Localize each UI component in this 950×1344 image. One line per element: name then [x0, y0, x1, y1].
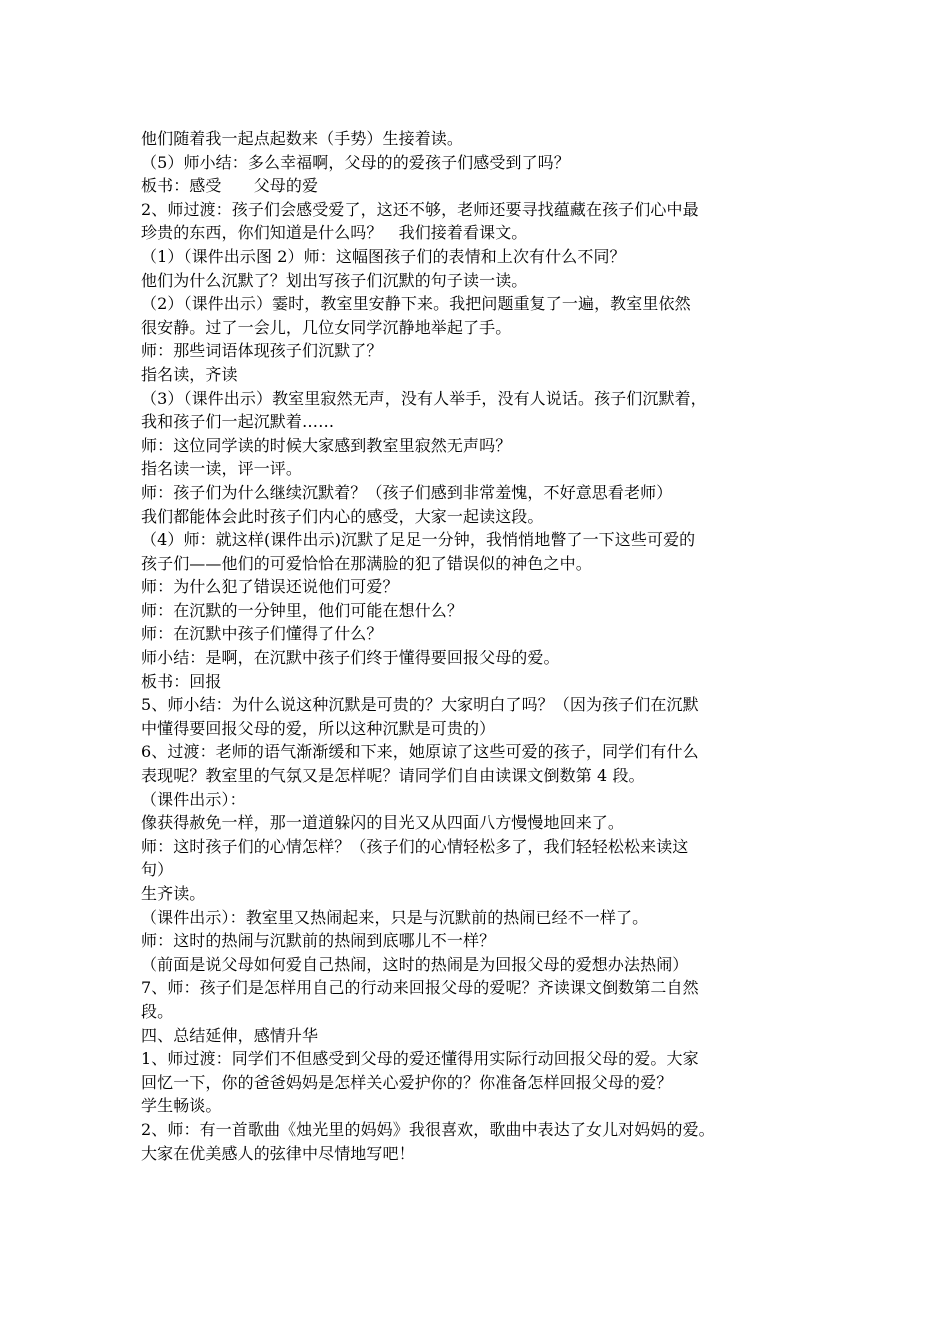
text-line: 生齐读。 — [141, 884, 206, 903]
text-line: 段。 — [141, 1001, 174, 1021]
text-line: 我和孩子们一起沉默着…… — [141, 412, 335, 432]
text-line: 师：那些词语体现孩子们沉默了？ — [141, 341, 383, 361]
text-line: 回忆一下，你的爸爸妈妈是怎样关心爱护你的？你准备怎样回报父母的爱？ — [141, 1072, 673, 1092]
text-line: 师：这位同学读的时候大家感到教室里寂然无声吗？ — [141, 435, 512, 455]
text-line: 2、师：有一首歌曲《烛光里的妈妈》我很喜欢，歌曲中表达了女儿对妈妈的爱。 — [141, 1119, 715, 1139]
text-line: 指名读，齐读 — [141, 364, 238, 384]
text-line: 板书：感受 父母的爱 — [141, 176, 319, 196]
text-line: 很安静。过了一会儿，几位女同学沉静地举起了手。 — [141, 317, 512, 337]
text-line: 孩子们——他们的可爱恰恰在那满脸的犯了错误似的神色之中。 — [141, 553, 592, 573]
text-line: （5）师小结：多么幸福啊，父母的的爱孩子们感受到了吗？ — [141, 152, 570, 172]
text-line: 指名读一读，评一评。 — [141, 459, 303, 479]
text-line: 四、总结延伸，感情升华 — [141, 1025, 319, 1045]
text-line: 我们都能体会此时孩子们内心的感受，大家一起读这段。 — [141, 506, 544, 526]
text-line: 6、过渡：老师的语气渐渐缓和下来，她原谅了这些可爱的孩子，同学们有什么 — [141, 742, 699, 762]
text-line: 珍贵的东西，你们知道是什么吗？ 我们接着看课文。 — [141, 223, 528, 243]
text-line: 像获得赦免一样，那一道道躲闪的目光又从四面八方慢慢地回来了。 — [141, 813, 625, 833]
text-line: 2、师过渡：孩子们会感受爱了，这还不够，老师还要寻找蕴藏在孩子们心中最 — [141, 199, 699, 219]
text-line: （4）师：就这样(课件出示)沉默了足足一分钟，我悄悄地瞥了一下这些可爱的 — [141, 530, 696, 550]
text-line: 表现呢？教室里的气氛又是怎样呢？请同学们自由读课文倒数第 4 段。 — [141, 766, 645, 786]
text-line: 7、师：孩子们是怎样用自己的行动来回报父母的爱呢？齐读课文倒数第二自然 — [141, 978, 699, 998]
text-line: 他们为什么沉默了？划出写孩子们沉默的句子读一读。 — [141, 270, 528, 290]
text-line: 中懂得要回报父母的爱，所以这种沉默是可贵的） — [141, 718, 496, 738]
text-line: 学生畅谈。 — [141, 1096, 222, 1116]
text-line: 大家在优美感人的弦律中尽情地写吧！ — [141, 1143, 415, 1163]
text-line: 师：为什么犯了错误还说他们可爱？ — [141, 577, 399, 597]
text-line: （2）（课件出示）霎时，教室里安静下来。我把问题重复了一遍，教室里依然 — [141, 294, 691, 314]
text-line: （课件出示）： — [141, 789, 246, 809]
text-line: 他们随着我一起点起数来（手势）生接着读。 — [141, 129, 464, 148]
text-line: （3）（课件出示）教室里寂然无声，没有人举手，没有人说话。孩子们沉默着， — [141, 388, 707, 408]
text-line: 1、师过渡：同学们不但感受到父母的爱还懂得用实际行动回报父母的爱。大家 — [141, 1049, 699, 1069]
text-line: 师：孩子们为什么继续沉默着？（孩子们感到非常羞愧，不好意思看老师） — [141, 482, 673, 502]
text-line: 师：在沉默中孩子们懂得了什么？ — [141, 624, 383, 644]
text-line: 5、师小结：为什么说这种沉默是可贵的？大家明白了吗？（因为孩子们在沉默 — [141, 695, 699, 715]
text-line: 师：这时孩子们的心情怎样？（孩子们的心情轻松多了，我们轻轻松松来读这 — [141, 836, 689, 856]
text-line: 板书：回报 — [141, 671, 222, 691]
text-line: （课件出示）：教室里又热闹起来，只是与沉默前的热闹已经不一样了。 — [141, 907, 649, 927]
text-line: （1）（课件出示图 2）师：这幅图孩子们的表情和上次有什么不同？ — [141, 246, 626, 266]
text-line: 师：在沉默的一分钟里，他们可能在想什么？ — [141, 600, 464, 620]
text-line: 师：这时的热闹与沉默前的热闹到底哪儿不一样？ — [141, 931, 496, 951]
text-line: （前面是说父母如何爱自己热闹，这时的热闹是为回报父母的爱想办法热闹） — [141, 954, 689, 974]
text-line: 句） — [141, 860, 174, 880]
text-line: 师小结：是啊，在沉默中孩子们终于懂得要回报父母的爱。 — [141, 648, 560, 668]
document-body — [141, 127, 821, 1165]
